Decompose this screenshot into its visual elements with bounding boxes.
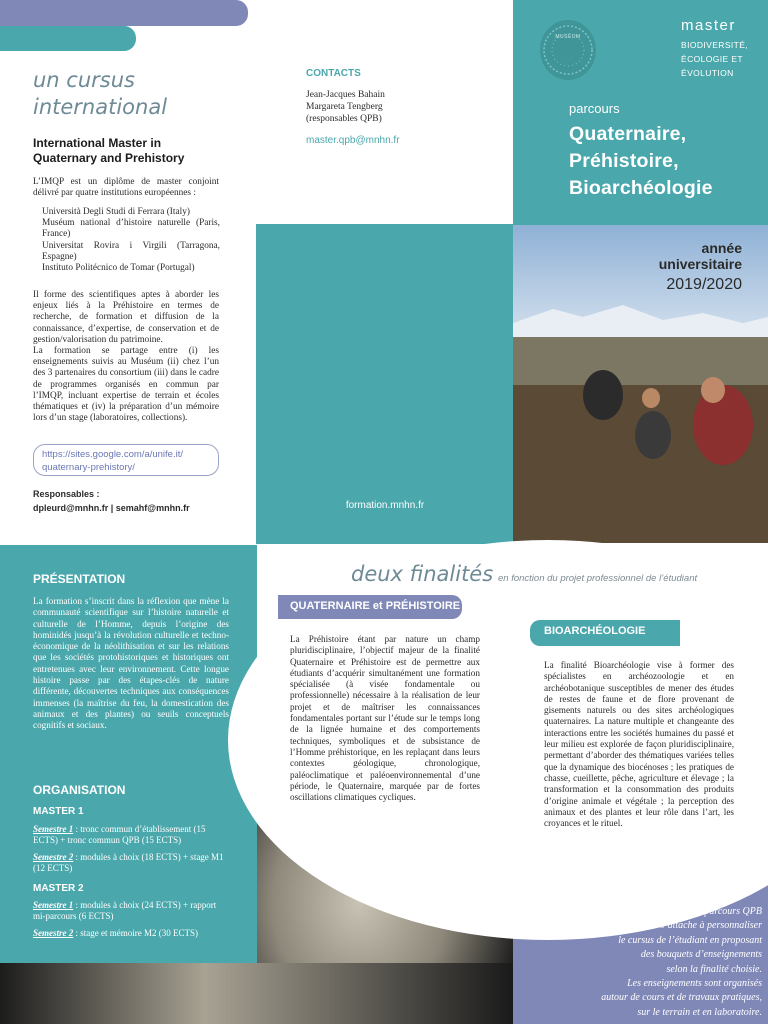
master-label: master (681, 17, 736, 34)
contacts-names: Jean-Jacques Bahain Margareta Tengberg (responsables QPB) (306, 90, 385, 124)
contacts-heading: CONTACTS (306, 68, 361, 79)
master2-heading: MASTER 2 (33, 883, 84, 894)
logo-label: MUSÉUM (555, 34, 581, 40)
field-photo (513, 225, 768, 543)
list-item: Muséum national d’histoire naturelle (Paris, France) (42, 218, 220, 240)
excavation-photo-icon (513, 225, 768, 543)
presentation-heading: PRÉSENTATION (33, 572, 126, 586)
imqp-link[interactable]: https://sites.google.com/a/unife.it/ quaternary-prehistory/ (33, 444, 219, 476)
finalites-subtitle: en fonction du projet professionnel de l’étudiant (498, 573, 698, 584)
responsables-label: Responsables : (33, 489, 100, 499)
parcours-quote: Le parcours QPB s’attache à personnaliser le cursus de l’étudiant en proposant des bouquets d’enseignements selon la finalité choisie. Les enseignements sont organisés autour de cours et de travaux pratiques, sur le terrain et en laboratoire. (601, 906, 762, 1018)
page-title: Quaternaire, Préhistoire, Bioarchéologie (569, 123, 713, 199)
master1-heading: MASTER 1 (33, 806, 84, 817)
imqp-intro: L’IMQP est un diplôme de master conjoint délivré par quatre institutions européennes : (33, 177, 219, 199)
bioarcheologie-text: La finalité Bioarchéologie vise à former des spécialistes en archéozoologie et en archéobotanique susceptibles de mener des études de restes de faune et de flore provenant de gisements naturels ou des sites archéologiques quaternaires. La nature multiple et changeante des interactions entre les sociétés humaines du passé et leur milieu est explorée de façon pluridisciplinaire, permettant d’aborder des thématiques variées telles que la dynamique des biocénoses ; les pratiques de chasse, cueillette, pêche, agriculture et élevage ; la transformation et la consommation des produits d’origine animale et végétale ; la perception des animaux et des plantes et leur rôle dans l’art, les croyances et le rituel. (544, 660, 734, 829)
list-item: Universitat Rovira i Virgili (Tarragona, Espagne) (42, 240, 220, 262)
list-item: Università Degli Studi di Ferrara (Italy) (42, 207, 190, 217)
bioarcheologie-tag: BIOARCHÉOLOGIE (530, 620, 680, 646)
intl-master-title: International Master in Quaternary and Prehistory (33, 136, 185, 165)
contacts-email[interactable]: master.qpb@mnhn.fr (306, 135, 400, 146)
m2-semester1: Semestre 1 : modules à choix (24 ECTS) + rapport mi-parcours (6 ECTS) (33, 900, 217, 921)
stone-strip-image (0, 963, 513, 1024)
m2-semester2: Semestre 2 : stage et mémoire M2 (30 ECTS) (33, 928, 198, 938)
parcours-label: parcours (569, 101, 620, 116)
quaternaire-text: La Préhistoire étant par nature un champ pluridisciplinaire, l’objectif majeur de la finalité Quaternaire et Préhistoire est de permettre aux étudiants d’acquérir simultanément une formation spécialisée (à visée fondamentale ou professionnelle) nécessaire à la réalisation de leur projet et de maîtriser les connaissances fondamentales portant sur l’étude sur le temps long de la lignée humaine et des comportements techniques, symboliques et de subsistance de l’Homme préhistorique, en les replaçant dans leurs contextes géologique, chronologique, paléoclimatique et paléoenvironnemental d’une période, le Quaternaire, marquée par de fortes oscillations climatiques cycliques. (290, 634, 480, 803)
quaternaire-tag: QUATERNAIRE et PRÉHISTOIRE (278, 595, 462, 619)
decor-bar-lavender (0, 0, 248, 26)
cursus-heading: un cursus international (33, 68, 168, 119)
list-item: Instituto Politécnico de Tomar (Portugal) (42, 263, 195, 274)
m1-semester1: Semestre 1 : tronc commun d’établissement (15 ECTS) + tronc commun QPB (15 ECTS) (33, 824, 206, 845)
presentation-text: La formation s’inscrit dans la réflexion que mène la communauté scientifique sur l’histoire naturelle et culturelle de l’Homme, depuis l’origine des hominidés jusqu’à la révolution culturelle et techno-économique de la néolithisation et sur les relations que les sociétés protohistoriques et historiques ont entretenues avec leur environnement. Cette longue histoire passe par des étapes-clés de nature différente, découvertes techniques aux conséquences immenses (la maîtrise du feu, la domestication des animaux et des plantes) ou seuils conceptuels cognitifs et sociaux. (33, 596, 229, 731)
m1-semester2: Semestre 2 : modules à choix (18 ECTS) + stage M1 (12 ECTS) (33, 852, 224, 873)
responsables-emails[interactable]: dpleurd@mnhn.fr | semahf@mnhn.fr (33, 503, 190, 513)
master-subtitle: BIODIVERSITÉ, ÉCOLOGIE ET ÉVOLUTION (681, 40, 749, 78)
formation-url[interactable]: formation.mnhn.fr (345, 500, 425, 511)
teal-panel (256, 224, 514, 544)
museum-logo-icon (540, 20, 596, 80)
museum-logo (540, 20, 596, 80)
institution-list (42, 207, 220, 274)
academic-year: 2019/2020 (666, 276, 742, 293)
finalites-title: deux finalités (351, 562, 494, 586)
objectives-text: Il forme des scientifiques aptes à aborder les enjeux liés à la Préhistoire en termes de recherche, de formation et diffusion de la connaissance, d’expertise, de conservation et de gestion/valorisation du patrimoine. La formation se partage entre (i) les enseignements suivis au Muséum (ii) chez l’un des 3 partenaires du consortium (iii) dans le cadre de programmes organisés en commun par l’IMQP, incluant expertise de terrain et écoles thématiques et (iv) la préparation d’un mémoire lors d’un stage (laboratoires, collections). (33, 290, 219, 424)
decor-bar-teal (0, 26, 136, 51)
organisation-heading: ORGANISATION (33, 783, 126, 797)
annee-label: année universitaire (658, 240, 742, 272)
